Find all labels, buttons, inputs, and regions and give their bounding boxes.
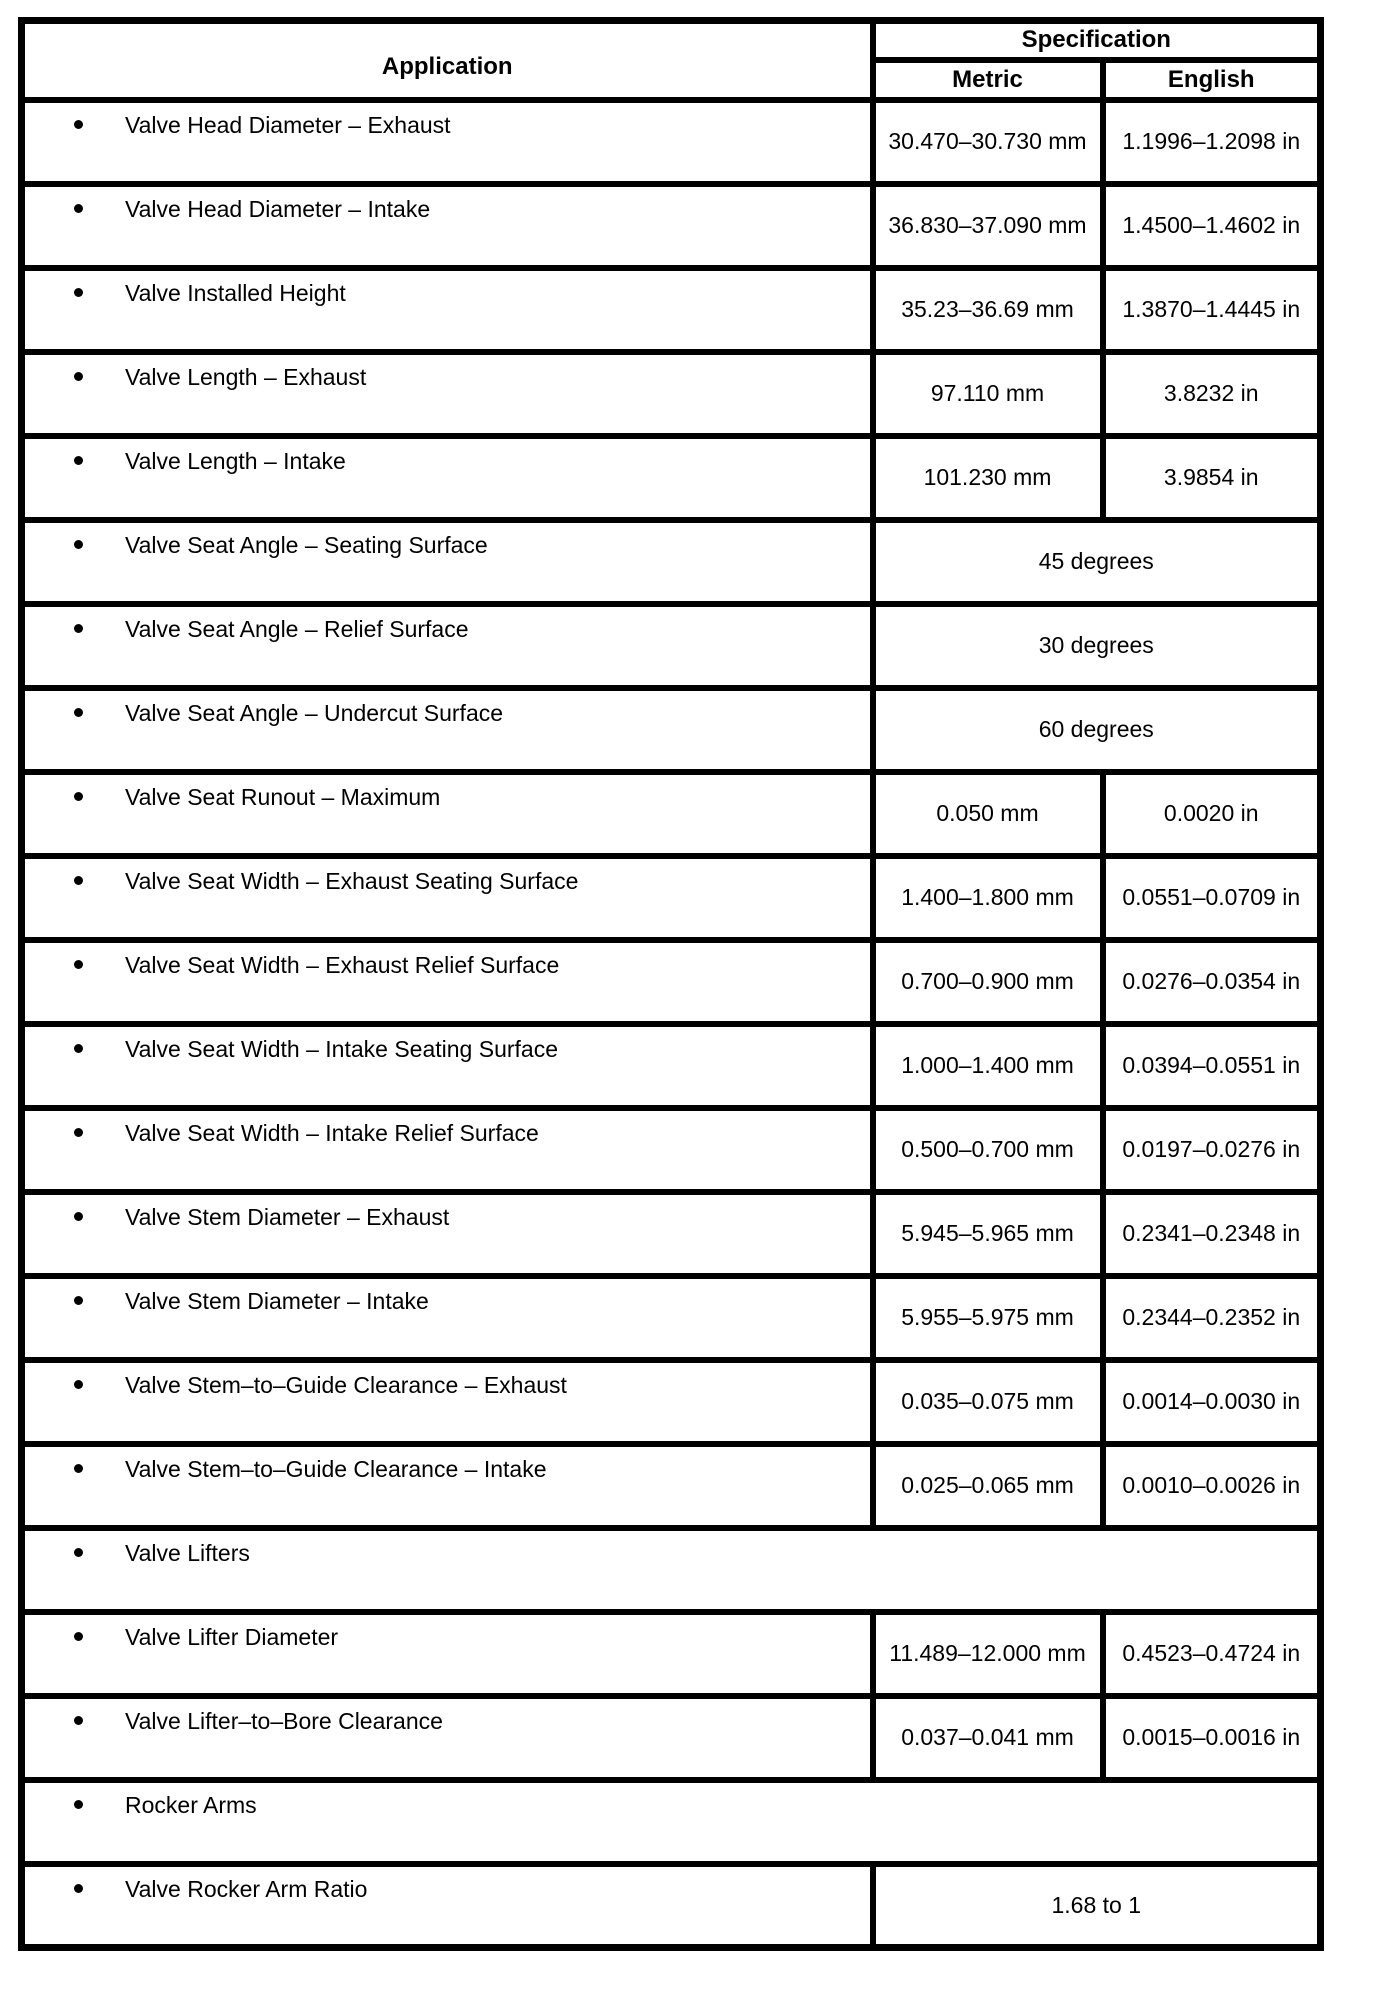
application-line — [25, 700, 870, 728]
application-line — [25, 868, 870, 896]
application-cell — [22, 520, 873, 604]
table-row — [22, 1192, 1321, 1276]
bullet-icon — [74, 1716, 83, 1725]
english-value-cell: 0.0394–0.0551 in — [1103, 1024, 1321, 1108]
application-line — [25, 112, 870, 140]
application-label: Valve Stem Diameter – Exhaust — [125, 1203, 450, 1230]
table-row — [22, 1108, 1321, 1192]
application-column-header: Application — [22, 21, 873, 100]
english-value-cell: 0.0020 in — [1103, 772, 1321, 856]
english-value-cell: 1.4500–1.4602 in — [1103, 184, 1321, 268]
english-value-cell: 0.0010–0.0026 in — [1103, 1444, 1321, 1528]
table-row — [22, 1780, 1321, 1864]
application-cell — [22, 1444, 873, 1528]
application-cell — [22, 1024, 873, 1108]
application-label: Valve Length – Intake — [125, 447, 346, 474]
english-value-cell: 0.4523–0.4724 in — [1103, 1612, 1321, 1696]
application-line — [25, 1456, 870, 1484]
application-cell — [22, 1612, 873, 1696]
application-line — [25, 1792, 1317, 1820]
table-row — [22, 1696, 1321, 1780]
bullet-icon — [74, 456, 83, 465]
bullet-icon — [74, 204, 83, 213]
bullet-icon — [74, 1044, 83, 1053]
application-line — [25, 1372, 870, 1400]
english-value-cell: 0.0014–0.0030 in — [1103, 1360, 1321, 1444]
metric-value-cell: 5.945–5.965 mm — [873, 1192, 1103, 1276]
bullet-icon — [74, 1548, 83, 1557]
metric-value-cell: 0.700–0.900 mm — [873, 940, 1103, 1024]
bullet-icon — [74, 1380, 83, 1389]
bullet-icon — [74, 1884, 83, 1893]
application-cell — [22, 1528, 1321, 1612]
bullet-icon — [74, 1800, 83, 1809]
table-row — [22, 688, 1321, 772]
bullet-icon — [74, 792, 83, 801]
specification-value-cell: 60 degrees — [873, 688, 1321, 772]
table-row — [22, 772, 1321, 856]
english-value-cell: 1.3870–1.4445 in — [1103, 268, 1321, 352]
bullet-icon — [74, 1128, 83, 1137]
application-line — [25, 616, 870, 644]
application-label: Valve Seat Width – Exhaust Seating Surface — [125, 867, 579, 894]
application-cell — [22, 100, 873, 184]
application-cell — [22, 772, 873, 856]
table-row — [22, 436, 1321, 520]
specification-value-cell: 45 degrees — [873, 520, 1321, 604]
application-line — [25, 1204, 870, 1232]
english-value-cell: 3.8232 in — [1103, 352, 1321, 436]
bullet-icon — [74, 1296, 83, 1305]
english-value-cell: 0.2344–0.2352 in — [1103, 1276, 1321, 1360]
metric-value-cell: 35.23–36.69 mm — [873, 268, 1103, 352]
metric-value-cell: 97.110 mm — [873, 352, 1103, 436]
metric-value-cell: 0.035–0.075 mm — [873, 1360, 1103, 1444]
application-line — [25, 1120, 870, 1148]
metric-value-cell: 36.830–37.090 mm — [873, 184, 1103, 268]
application-cell — [22, 436, 873, 520]
application-cell — [22, 1360, 873, 1444]
table-row — [22, 100, 1321, 184]
application-label: Valve Lifters — [125, 1539, 250, 1566]
application-line — [25, 784, 870, 812]
application-label: Valve Stem–to–Guide Clearance – Intake — [125, 1455, 547, 1482]
application-line — [25, 448, 870, 476]
table-header — [22, 21, 1321, 100]
spec-table-rows — [22, 100, 1321, 1948]
english-value-cell: 1.1996–1.2098 in — [1103, 100, 1321, 184]
application-label: Valve Seat Width – Intake Seating Surface — [125, 1035, 558, 1062]
bullet-icon — [74, 624, 83, 633]
english-value-cell: 0.0551–0.0709 in — [1103, 856, 1321, 940]
application-label: Valve Seat Width – Exhaust Relief Surface — [125, 951, 560, 978]
bullet-icon — [74, 372, 83, 381]
application-label: Valve Lifter Diameter — [125, 1623, 339, 1650]
application-label: Valve Installed Height — [125, 279, 346, 306]
metric-value-cell: 5.955–5.975 mm — [873, 1276, 1103, 1360]
bullet-icon — [74, 1464, 83, 1473]
application-label: Valve Rocker Arm Ratio — [125, 1875, 368, 1902]
bullet-icon — [74, 120, 83, 129]
english-value-cell: 0.2341–0.2348 in — [1103, 1192, 1321, 1276]
metric-value-cell: 0.050 mm — [873, 772, 1103, 856]
table-row — [22, 520, 1321, 604]
application-line — [25, 1708, 870, 1736]
application-label: Valve Stem Diameter – Intake — [125, 1287, 429, 1314]
metric-value-cell: 11.489–12.000 mm — [873, 1612, 1103, 1696]
specification-column-header: Specification — [873, 21, 1321, 60]
application-label: Valve Head Diameter – Exhaust — [125, 111, 451, 138]
application-cell — [22, 940, 873, 1024]
specification-value-cell: 1.68 to 1 — [873, 1864, 1321, 1948]
application-label: Valve Stem–to–Guide Clearance – Exhaust — [125, 1371, 567, 1398]
application-cell — [22, 1696, 873, 1780]
bullet-icon — [74, 708, 83, 717]
application-cell — [22, 604, 873, 688]
application-line — [25, 1624, 870, 1652]
application-cell — [22, 352, 873, 436]
application-label: Valve Seat Angle – Undercut Surface — [125, 699, 504, 726]
table-row — [22, 352, 1321, 436]
application-label: Valve Seat Runout – Maximum — [125, 783, 441, 810]
metric-value-cell: 0.500–0.700 mm — [873, 1108, 1103, 1192]
application-label: Valve Length – Exhaust — [125, 363, 367, 390]
table-row — [22, 184, 1321, 268]
application-line — [25, 280, 870, 308]
application-line — [25, 196, 870, 224]
application-line — [25, 1288, 870, 1316]
application-line — [25, 532, 870, 560]
english-column-header: English — [1103, 60, 1321, 100]
bullet-icon — [74, 1632, 83, 1641]
valve-specification-table — [18, 17, 1324, 1951]
table-row — [22, 268, 1321, 352]
application-line — [25, 1540, 1317, 1568]
application-label: Valve Seat Angle – Seating Surface — [125, 531, 488, 558]
application-cell — [22, 1276, 873, 1360]
english-value-cell: 0.0276–0.0354 in — [1103, 940, 1321, 1024]
table-row — [22, 1612, 1321, 1696]
metric-value-cell: 1.000–1.400 mm — [873, 1024, 1103, 1108]
application-cell — [22, 268, 873, 352]
application-label: Valve Seat Angle – Relief Surface — [125, 615, 469, 642]
metric-column-header: Metric — [873, 60, 1103, 100]
application-cell — [22, 1864, 873, 1948]
application-cell — [22, 1108, 873, 1192]
specification-value-cell: 30 degrees — [873, 604, 1321, 688]
application-line — [25, 952, 870, 980]
application-line — [25, 1876, 870, 1904]
application-line — [25, 1036, 870, 1064]
table-row — [22, 1444, 1321, 1528]
application-cell — [22, 1192, 873, 1276]
table-row — [22, 1360, 1321, 1444]
bullet-icon — [74, 960, 83, 969]
application-cell — [22, 184, 873, 268]
english-value-cell: 3.9854 in — [1103, 436, 1321, 520]
bullet-icon — [74, 540, 83, 549]
application-label: Valve Seat Width – Intake Relief Surface — [125, 1119, 539, 1146]
bullet-icon — [74, 876, 83, 885]
metric-value-cell: 0.037–0.041 mm — [873, 1696, 1103, 1780]
table-row — [22, 940, 1321, 1024]
table-row — [22, 604, 1321, 688]
application-label: Rocker Arms — [125, 1791, 257, 1818]
metric-value-cell: 0.025–0.065 mm — [873, 1444, 1103, 1528]
application-cell — [22, 856, 873, 940]
metric-value-cell: 101.230 mm — [873, 436, 1103, 520]
bullet-icon — [74, 288, 83, 297]
table-row — [22, 1864, 1321, 1948]
bullet-icon — [74, 1212, 83, 1221]
application-line — [25, 364, 870, 392]
table-row — [22, 1528, 1321, 1612]
metric-value-cell: 1.400–1.800 mm — [873, 856, 1103, 940]
application-cell — [22, 688, 873, 772]
english-value-cell: 0.0015–0.0016 in — [1103, 1696, 1321, 1780]
table-row — [22, 1024, 1321, 1108]
application-label: Valve Head Diameter – Intake — [125, 195, 431, 222]
table-row — [22, 856, 1321, 940]
application-cell — [22, 1780, 1321, 1864]
application-label: Valve Lifter–to–Bore Clearance — [125, 1707, 443, 1734]
table-row — [22, 1276, 1321, 1360]
english-value-cell: 0.0197–0.0276 in — [1103, 1108, 1321, 1192]
metric-value-cell: 30.470–30.730 mm — [873, 100, 1103, 184]
